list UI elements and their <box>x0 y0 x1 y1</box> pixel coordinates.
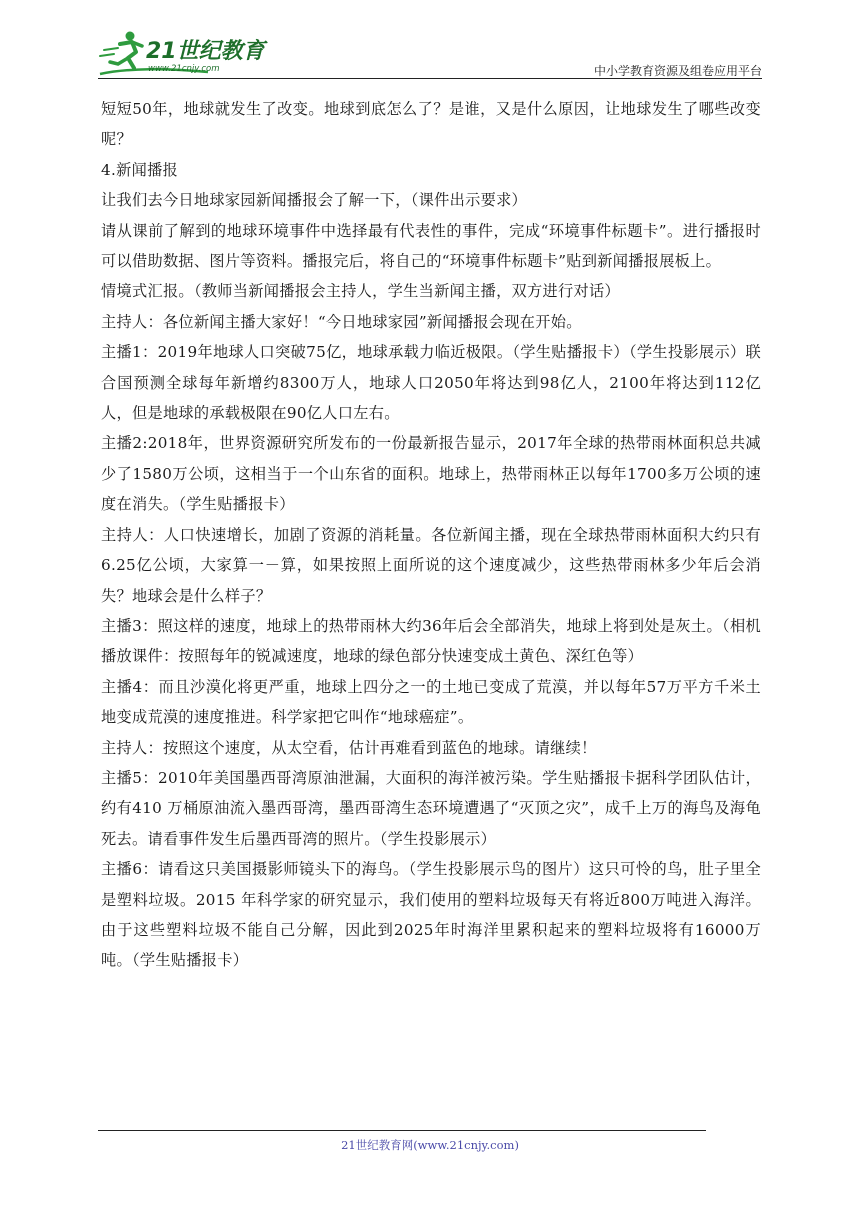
paragraph: 让我们去今日地球家园新闻播报会了解一下，（课件出示要求） <box>101 191 528 210</box>
paragraph: 主播6：请看这只美国摄影师镜头下的海鸟。（学生投影展示鸟的图片）这只可怜的鸟，肚子里全是塑料垃圾。2015 年科学家的研究显示，我们使用的塑料垃圾每天有将近800万吨进入海洋。由于这些塑料垃圾不能自己分解，因此到2025年时海洋里累积起来的塑料垃圾将有16000万吨。（学生贴播报卡） <box>101 860 761 970</box>
section-heading: 4.新闻播报 <box>101 160 179 179</box>
logo-url: www.21cnjy.com <box>148 64 220 74</box>
paragraph: 主播2:2018年，世界资源研究所发布的一份最新报告显示，2017年全球的热带雨林面积总共减少了1580万公顷，这相当于一个山东省的面积。地球上，热带雨林正以每年1700多万公顷的速度在消失。（学生贴播报卡） <box>101 434 761 514</box>
paragraph: 情境式汇报。（教师当新闻播报会主持人，学生当新闻主播，双方进行对话） <box>101 282 620 301</box>
paragraph: 请从课前了解到的地球环境事件中选择最有代表性的事件，完成“环境事件标题卡”。进行播报时可以借助数据、图片等资料。播报完后，将自己的“环境事件标题卡”贴到新闻播报展板上。 <box>101 221 761 271</box>
header-divider <box>98 78 762 79</box>
paragraph: 主播1：2019年地球人口突破75亿，地球承载力临近极限。（学生贴播报卡）（学生投影展示）联合国预测全球每年新增约8300万人，地球人口2050年将达到98亿人，2100年将达到112亿人，但是地球的承载极限在90亿人口左右。 <box>101 343 761 423</box>
page-footer: 21世纪教育网(www.21cnjy.com) <box>341 1138 519 1152</box>
paragraph: 主持人：各位新闻主播大家好！“今日地球家园”新闻播报会现在开始。 <box>101 312 582 331</box>
page-header <box>98 28 762 80</box>
document-body <box>101 94 761 976</box>
paragraph: 主持人：人口快速增长，加剧了资源的消耗量。各位新闻主播，现在全球热带雨林面积大约只有6.25亿公顷，大家算一－算，如果按照上面所说的这个速度减少，这些热带雨林多少年后会消失？地球会是什么样子？ <box>101 525 761 605</box>
paragraph: 主播4：而且沙漠化将更严重，地球上四分之一的土地已变成了荒漠，并以每年57万平方千米土地变成荒漠的速度推进。科学家把它叫作“地球癌症”。 <box>101 677 761 727</box>
paragraph: 主播3：照这样的速度，地球上的热带雨林大约36年后会全部消失，地球上将到处是灰土。（相机播放课件：按照每年的锐减速度，地球的绿色部分快速变成土黄色、深红色等） <box>101 616 761 666</box>
paragraph: 主播5：2010年美国墨西哥湾原油泄漏，大面积的海洋被污染。学生贴播报卡据科学团队估计，约有410 万桶原油流入墨西哥湾，墨西哥湾生态环境遭遇了“灭顶之灾”，成千上万的海鸟及海龟死去。请看事件发生后墨西哥湾的照片。（学生投影展示） <box>101 768 761 848</box>
site-logo <box>98 28 268 78</box>
platform-name: 中小学教育资源及组卷应用平台 <box>593 64 762 78</box>
paragraph: 主持人：按照这个速度，从太空看，估计再难看到蓝色的地球。请继续！ <box>101 738 597 757</box>
paragraph: 短短50年，地球就发生了改变。地球到底怎么了？是谁，又是什么原因，让地球发生了哪些改变呢？ <box>101 100 761 149</box>
logo-wordmark: 21世纪教育 <box>146 39 265 64</box>
footer-divider <box>98 1130 706 1131</box>
